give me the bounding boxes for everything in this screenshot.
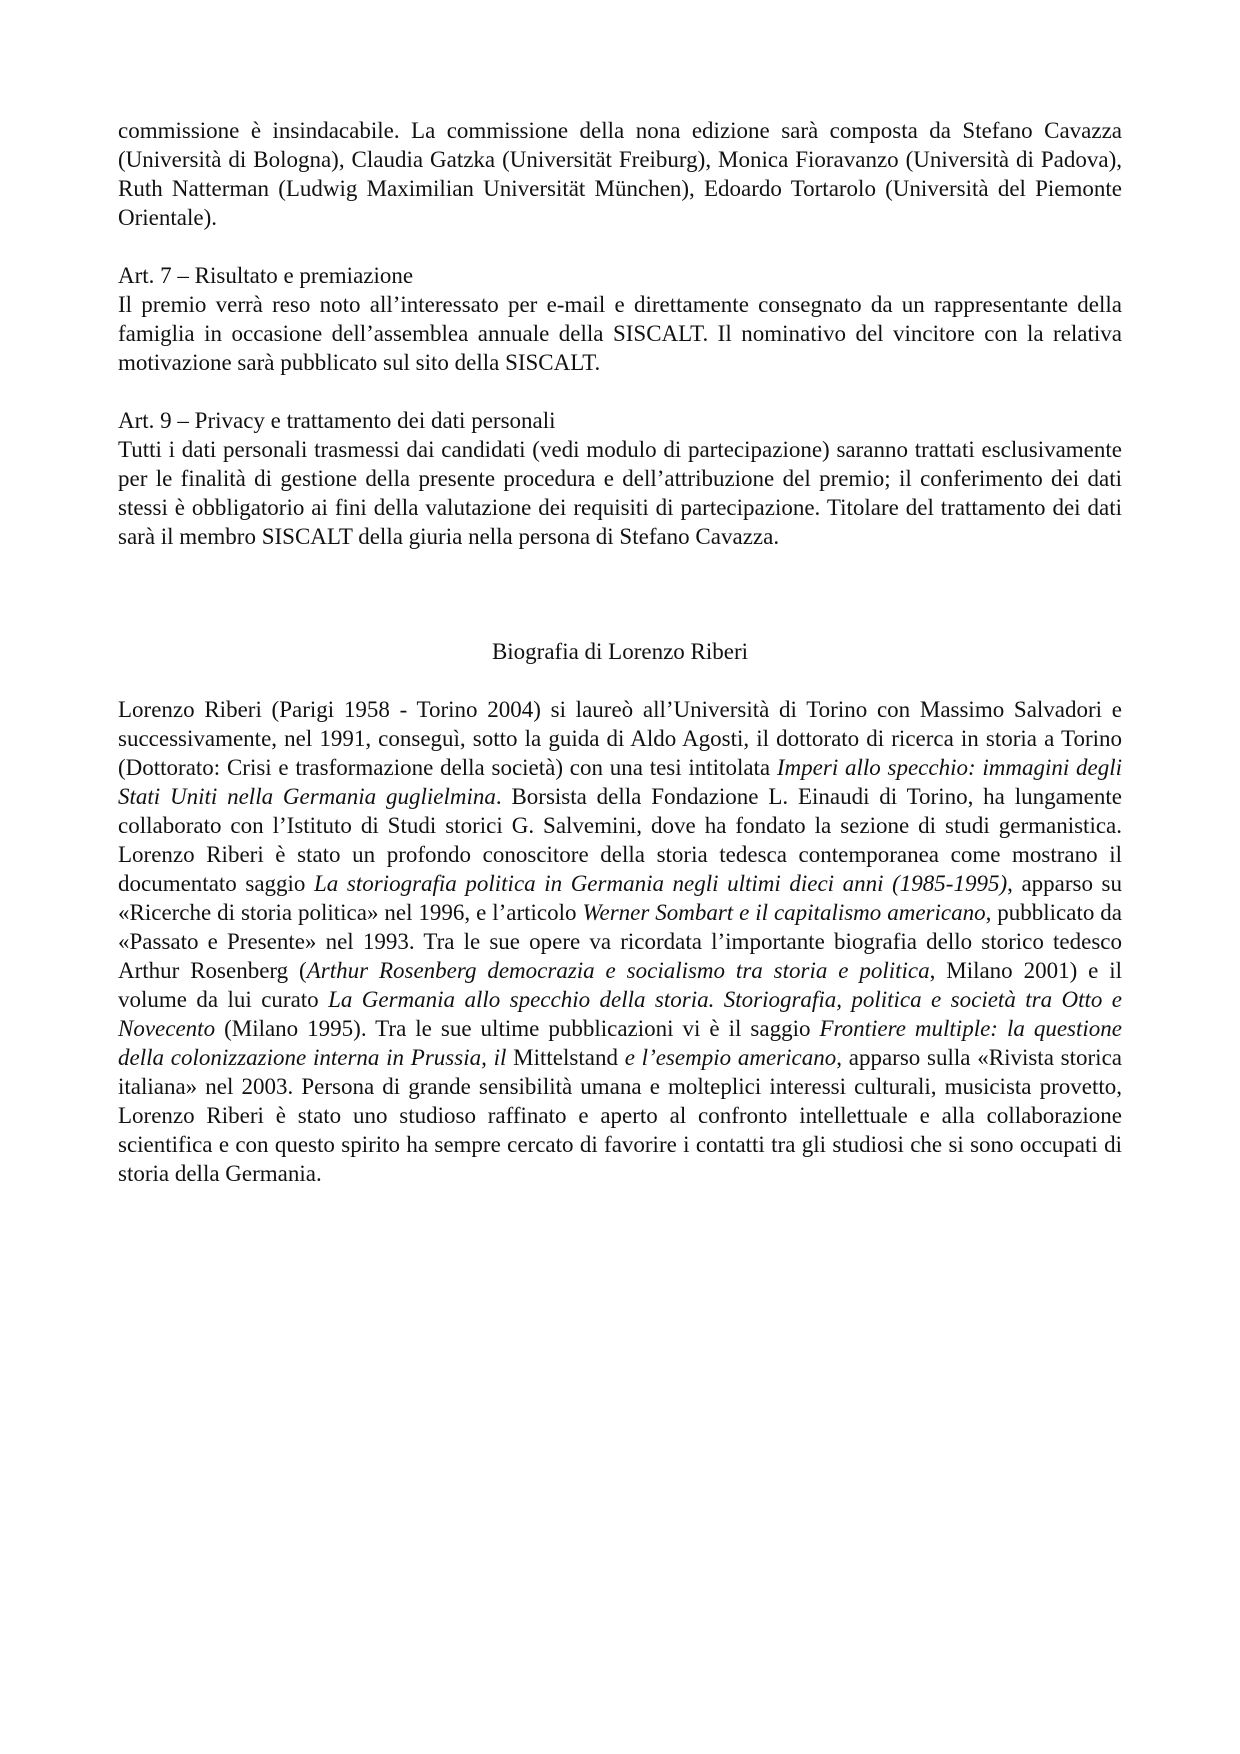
bio-text-segment: (Milano 1995). Tra le sue ultime pubblicazioni vi è il saggio: [215, 1016, 820, 1041]
article-7-body: Il premio verrà reso noto all’interessato per e-mail e direttamente consegnato da un rappresentante della famiglia in occasione dell’assemblea annuale della SISCALT. Il nominativo del vincitore con la relativa motivazione sarà pubblicato sul sito della SISCALT.: [118, 292, 1122, 375]
bio-text-segment: Lorenzo Riberi (Parigi 1958 - Torino 2004) si laureò all’Università di Torino con Massimo Salvadori e successivamente, nel 1991, conseguì, sotto la guida di Aldo Agosti, il dottorato di ricerca in storia a Torino (Dottorato: Crisi e trasformazione della società) con una tesi intitolata: [118, 697, 1122, 780]
bio-text-segment: , apparso su «Ricerche di storia politica» nel 1996, e l’articolo: [118, 871, 1122, 925]
document-page: [118, 116, 1122, 1188]
jury-paragraph: commissione è insindacabile. La commissione della nona edizione sarà composta da Stefano Cavazza (Università di Bologna), Claudia Gatzka (Universität Freiburg), Monica Fioravanzo (Università di Padova), Ruth Natterman (Ludwig Maximilian Universität München), Edoardo Tortarolo (Università del Piemonte Orientale).: [118, 118, 1122, 230]
biography-title: Biografia di Lorenzo Riberi: [491, 639, 749, 664]
article-7-section: [118, 261, 1122, 377]
bio-text-segment: , apparso sulla «Rivista storica italiana» nel 2003. Persona di grande sensibilità umana e molteplici interessi culturali, musicista provetto, Lorenzo Riberi è stato uno studioso raffinato e aperto al confronto intellettuale e alla collaborazione scientifica e con questo spirito ha sempre cercato di favorire i contatti tra gli studiosi che si sono occupati di storia della Germania.: [118, 1045, 1122, 1186]
article-7-heading: Art. 7 – Risultato e premiazione: [118, 263, 414, 288]
bio-text-segment: , pubblicato da «Passato e Presente» nel 1993. Tra le sue opere va ricordata l’importante biografia dello storico tedesco Arthur Rosenberg (: [118, 900, 1122, 983]
article-9-section: [118, 406, 1122, 551]
bio-italic-title: Arthur Rosenberg democrazia e socialismo tra storia e politica: [306, 958, 930, 983]
article-9-body: Tutti i dati personali trasmessi dai candidati (vedi modulo di partecipazione) saranno trattati esclusivamente per le finalità di gestione della presente procedura e dell’attribuzione del premio; il conferimento dei dati stessi è obbligatorio ai fini della valutazione dei requisiti di partecipazione. Titolare del trattamento dei dati sarà il membro SISCALT della giuria nella persona di Stefano Cavazza.: [118, 437, 1122, 549]
bio-italic-title: Imperi allo specchio: immagini degli Stati Uniti nella Germania guglielmina: [118, 755, 1122, 809]
biography-paragraph: [118, 695, 1122, 1188]
article-9-heading: Art. 9 – Privacy e trattamento dei dati personali: [118, 408, 556, 433]
bio-italic-title: e l’esempio americano: [624, 1045, 837, 1070]
bio-text-segment: . Borsista della Fondazione L. Einaudi di Torino, ha lungamente collaborato con l’Istituto di Studi storici G. Salvemini, dove ha fondato la sezione di studi germanistica. Lorenzo Riberi è stato un profondo conoscitore della storia tedesca contemporanea come mostrano il documentato saggio: [118, 784, 1122, 896]
bio-italic-title: Werner Sombart e il capitalismo americano: [582, 900, 986, 925]
bio-text-segment: Mittelstand: [506, 1045, 625, 1070]
bio-italic-title: La Germania allo specchio della storia. Storiografia, politica e società tra Otto e Novecento: [118, 987, 1122, 1041]
bio-italic-title: La storiografia politica in Germania negli ultimi dieci anni (1985-1995): [314, 871, 1008, 896]
bio-text-segment: , Milano 2001) e il volume da lui curato: [118, 958, 1123, 1012]
bio-italic-title: Frontiere multiple: la questione della colonizzazione interna in Prussia, il: [118, 1016, 1122, 1070]
